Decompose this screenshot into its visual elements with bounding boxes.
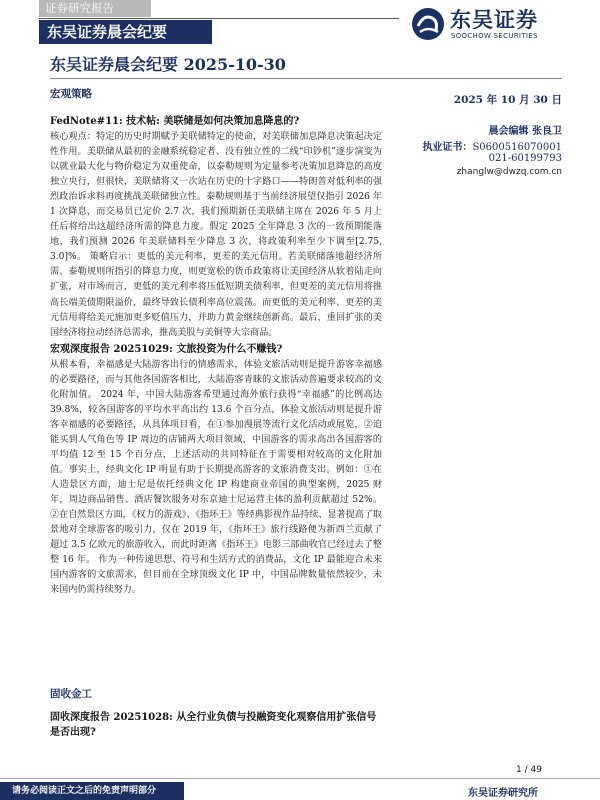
page-number: 1 / 49	[516, 765, 542, 775]
article-title: FedNote#11: 技术帖: 美联储是如何决策加息降息的?	[50, 116, 300, 127]
footer-rule	[0, 778, 600, 779]
editor-name: 晨会编辑 张良卫	[488, 126, 562, 137]
email-address: zhanglw@dwzq.com.cn	[456, 167, 562, 177]
brand-logo	[410, 4, 580, 46]
title-rule	[50, 78, 562, 79]
header-rule	[39, 18, 399, 19]
article-title: 宏观深度报告 20251029: 文旅投资为什么不赚钱?	[50, 343, 283, 355]
logo-mark-icon	[410, 6, 446, 42]
article-body: 从根本看，幸福感是大陆游客出行的情感需求，体验文旅活动则是提升游客幸福感的必要路径，而与其他各国游客相比，大陆游客青睐的文旅活动普遍要求较高的文化附加值。 2024 年，中国大陆游客希望通过海外旅行获得“幸福感”的比例高达 39.8%，较各国游客的平均水平高出约 13.6 个百分点，体验文旅活动则是提升游客幸福感的必要路径，从具体项目看，在①参加漫展等流行文化活动或展览，②追能买到人气角色等 IP 周边的店铺两大项目领域，中国游客的需求高出各国游客的平均值 12 至 15 个百分点，上述活动的共同特征在于需要相对较高的文化附加值。事实上，经典文化 IP 明显有助于长期提高游客的文旅消费支出。例如：①在人造景区方面，迪士尼是依托经典文化 IP 构建商业帝国的典型案例，2025 财年，周边商品销售、酒店餐饮服务对东京迪士尼运营主体的盈利贡献超过 52%。 ②在自然景区方面，《权力的游戏》、《指环王》等经典影视作品持续、显著提高了取景地对全球游客的吸引力，仅在 2019 年，《指环王》旅行线路便为新西兰贡献了超过 3.5 亿欧元的旅游收入，而此时距离《指环王》电影三部曲收官已经过去了整整 16 年。 作为一种传递思想、符号和生活方式的消费品，文化 IP 最能迎合未来国内游客的文旅需求，但目前在全球顶级文化 IP 中，中国品牌数量依然较少，未来国内仍需持续努力。	[50, 359, 382, 596]
section-heading-macro: 宏观策略	[50, 88, 92, 100]
header-band: 东吴证券晨会纪要	[39, 20, 212, 44]
footer-organization: 东吴证券研究所	[468, 788, 538, 799]
report-date: 2025 年 10 月 30 日	[453, 94, 562, 106]
section-heading-fixed-income: 固收金工	[50, 688, 92, 700]
article-body: 核心观点：特定的历史时期赋予美联储特定的使命，对美联储加息降息决策起决定性作用。美联储从最初的金融系统稳定者、没有独立性的二线“印钞机”逐步演变为以就业最大化与物价稳定为双重使命，以泰勒规则为定量参考决策加息降息的高度独立央行，但很快，美联储将又一次站在历史的十字路口——特朗普对低利率的强烈政治诉求料再度挑战美联储独立性。泰勒规则基于当前经济展望仅指引 2026 年 1 次降息，而交易员已定价 2.7 次，我们预期新任美联储主席在 2026 年 5 月上任后将给出这超经济所需的降息力度。假定 2025 全年降息 3 次的一致预期能落地，我们预测 2026 年美联储料至少降息 3 次，将政策利率至少下调至[2.75, 3.0]%。 策略启示：更低的美元利率，更差的美元信用。若美联储落地超经济所需、泰勒规则所指引的降息力度，则更宽松的货币政策将让美国经济从软着陆走向扩张，对市场而言，更低的美元利率将压低短期美债利率，但更差的美元信用将推高长端美债期限溢价，最终导致长债利率高位震荡。而更低的美元利率、更差的美元信用将给美元施加更多贬值压力，并助力黄金继续创新高。最后，重回扩张的美国经济将拉动经济总需求，推高美股与美铜等大宗商品。	[50, 132, 382, 338]
disclaimer-notice: 请务必阅读正文之后的免责声明部分	[0, 782, 184, 800]
certificate-value: S0600516070001	[472, 142, 562, 153]
logo-text: 东吴证券	[450, 8, 538, 32]
certificate-label: 执业证书：	[422, 142, 473, 153]
main-column	[50, 114, 382, 598]
page-title: 东吴证券晨会纪要 2025-10-30	[50, 55, 286, 74]
phone-number: 021-60199793	[488, 153, 562, 164]
logo-subtitle: SOOCHOW SECURITIES	[451, 32, 538, 40]
report-type-tag: 证券研究报告	[39, 0, 151, 17]
article-title: 固收深度报告 20251028: 从全行业负债与投融资变化观察信用扩张信号是否出现?	[50, 712, 377, 738]
certificate-number	[392, 138, 562, 153]
